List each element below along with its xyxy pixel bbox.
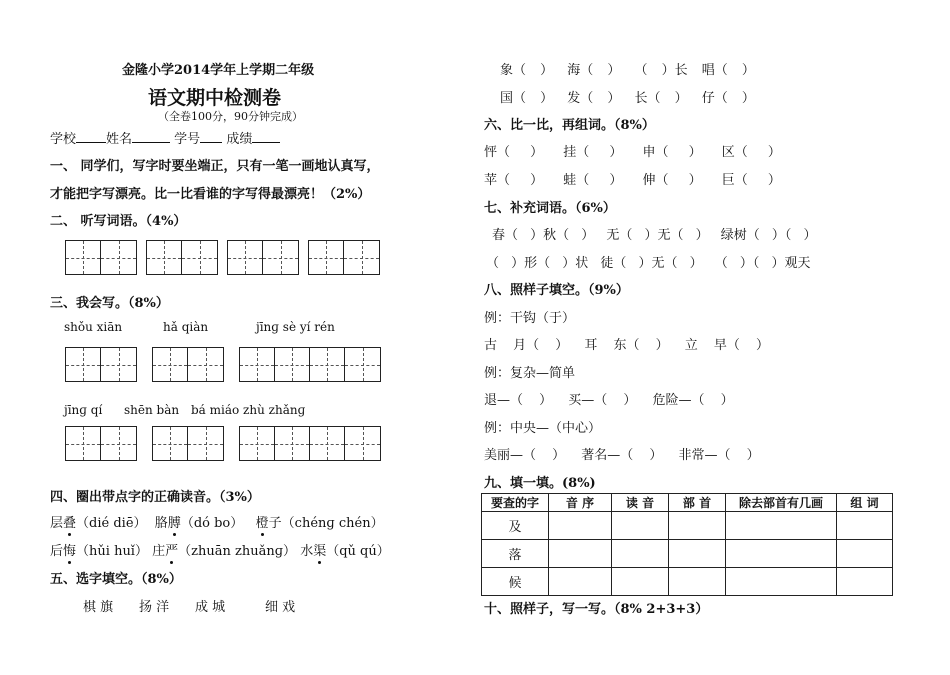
- q8-line-1[interactable]: 古 月（ ） 耳 东（ ） 立 早（ ）: [484, 338, 770, 353]
- table-cell[interactable]: [669, 540, 726, 568]
- writing-cell[interactable]: [101, 427, 136, 460]
- table-cell[interactable]: [549, 540, 612, 568]
- writing-cell[interactable]: [101, 241, 136, 274]
- q4-dotted-char: 叠: [63, 516, 77, 531]
- q3-pinyin-3: jīnɡ sè yí rén: [256, 320, 335, 334]
- writing-cell[interactable]: [101, 348, 136, 381]
- q3-pinyin-1: shǒu xiān: [64, 320, 123, 334]
- q8-example-3: 例：中央—（中心）: [484, 421, 602, 436]
- q4-line2: [50, 540, 390, 559]
- q9-header: 要查的字: [482, 494, 549, 512]
- q9-char: 候: [482, 568, 549, 596]
- q5-word-2: 扬 洋: [139, 600, 170, 615]
- writing-cell[interactable]: [310, 348, 345, 381]
- q2-title: 二、 听写词语。（4%）: [50, 214, 187, 229]
- writing-cell[interactable]: [153, 427, 188, 460]
- table-cell[interactable]: [837, 512, 893, 540]
- writing-cell[interactable]: [182, 241, 217, 274]
- writing-cell[interactable]: [240, 348, 275, 381]
- q3-pinyin-4: jīnɡ qí: [64, 403, 103, 417]
- writing-cell[interactable]: [188, 427, 223, 460]
- q8-example-2: 例：复杂—简单: [484, 366, 576, 381]
- q4-word-prefix: 水: [300, 544, 314, 559]
- q4-pinyin-options[interactable]: （zhuān zhuǎnɡ）: [178, 544, 297, 559]
- q8-line-3[interactable]: 美丽—（ ） 著名—（ ） 非常—（ ）: [484, 448, 760, 463]
- q9-header: 部 首: [669, 494, 726, 512]
- name-blank[interactable]: [132, 130, 170, 143]
- q5-word-3: 成 城: [195, 600, 226, 615]
- writing-cell[interactable]: [228, 241, 263, 274]
- q4-title: 四、圈出带点字的正确读音。（3%）: [50, 490, 260, 505]
- q3-writing-grid-1: [65, 347, 390, 382]
- table-cell[interactable]: [837, 568, 893, 596]
- writing-cell[interactable]: [240, 427, 275, 460]
- q3-pinyin-5: shēn bàn: [124, 403, 180, 417]
- school-blank[interactable]: [76, 130, 106, 143]
- q4-pinyin-options[interactable]: （qǔ qú）: [326, 544, 390, 559]
- q4-dotted-char: 膊: [167, 516, 181, 531]
- table-row: [482, 568, 893, 596]
- q9-char: 及: [482, 512, 549, 540]
- writing-cell[interactable]: [263, 241, 298, 274]
- writing-cell[interactable]: [345, 348, 380, 381]
- field-school: 学校: [50, 132, 77, 147]
- q10-title: 十、照样子，写一写。（8% 2+3+3）: [484, 602, 709, 617]
- writing-cell[interactable]: [66, 348, 101, 381]
- q5-line1[interactable]: 象（ ） 海（ ） （ ）长 唱（ ）: [500, 63, 755, 78]
- q3-writing-grid-2: [65, 426, 390, 461]
- writing-cell[interactable]: [188, 348, 223, 381]
- writing-cell[interactable]: [310, 427, 345, 460]
- table-cell[interactable]: [726, 568, 837, 596]
- q5-word-1: 棋 旗: [83, 600, 114, 615]
- q4-line1: [50, 512, 384, 531]
- q4-pinyin-options[interactable]: （hǔi huǐ）: [76, 544, 148, 559]
- q1-line1: 一、 同学们，写字时要坐端正，只有一笔一画地认真写，: [50, 159, 380, 174]
- school-title: 金隆小学2014学年上学期二年级: [122, 63, 315, 78]
- writing-cell[interactable]: [275, 427, 310, 460]
- q5-title: 五、选字填空。（8%）: [50, 572, 182, 587]
- table-cell[interactable]: [837, 540, 893, 568]
- q6-line2[interactable]: 苹（ ） 蛙（ ） 伸（ ） 巨（ ）: [484, 173, 781, 188]
- q7-line1[interactable]: 春（ ）秋（ ） 无（ ）无（ ） 绿树（ ）（ ）: [492, 228, 817, 243]
- exam-title: 语文期中检测卷: [148, 87, 282, 109]
- q4-dotted-char: 橙: [255, 516, 269, 531]
- table-cell[interactable]: [612, 568, 669, 596]
- field-score: 成绩: [226, 132, 253, 147]
- table-row: [482, 512, 893, 540]
- table-cell[interactable]: [726, 540, 837, 568]
- q9-header: 读 音: [612, 494, 669, 512]
- q8-title: 八、照样子填空。（9%）: [484, 283, 629, 298]
- score-blank[interactable]: [252, 130, 280, 143]
- writing-cell[interactable]: [309, 241, 344, 274]
- q9-table: [481, 493, 893, 596]
- q4-word-prefix: 后: [50, 544, 64, 559]
- q5-word-4: 细 戏: [265, 600, 296, 615]
- q7-line2[interactable]: （ ）形（ ）状 徒（ ）无（ ） （ ）（ ）观天: [486, 256, 811, 271]
- table-cell[interactable]: [612, 540, 669, 568]
- q9-header: 组 词: [837, 494, 893, 512]
- table-cell[interactable]: [549, 512, 612, 540]
- q4-pinyin-options[interactable]: （dié diē）: [76, 516, 147, 531]
- writing-cell[interactable]: [344, 241, 379, 274]
- table-cell[interactable]: [726, 512, 837, 540]
- exam-subtitle: （全卷100分，90分钟完成）: [158, 110, 303, 123]
- field-name: 姓名: [106, 132, 133, 147]
- q9-title: 九、填一填。(8%): [484, 476, 596, 491]
- table-cell[interactable]: [669, 512, 726, 540]
- q1-line2: 才能把字写漂亮。比一比看谁的字写得最漂亮！（2%）: [50, 187, 371, 202]
- q4-pinyin-options[interactable]: 子（chénɡ chén）: [268, 516, 384, 531]
- q6-title: 六、比一比，再组词。（8%）: [484, 118, 655, 133]
- student-info-line: [50, 128, 280, 147]
- writing-cell[interactable]: [275, 348, 310, 381]
- q9-header: 音 序: [549, 494, 612, 512]
- q6-line1[interactable]: 怦（ ） 挂（ ） 申（ ） 区（ ）: [484, 145, 781, 160]
- q4-dotted-char: 渠: [313, 544, 327, 559]
- q4-pinyin-options[interactable]: （dó bo）: [180, 516, 244, 531]
- q7-title: 七、补充词语。（6%）: [484, 201, 616, 216]
- field-number: 学号: [174, 132, 201, 147]
- number-blank[interactable]: [200, 130, 222, 143]
- q2-writing-grid: [65, 240, 389, 275]
- q3-title: 三、我会写。（8%）: [50, 296, 169, 311]
- q3-pinyin-6: bá miáo zhù zhǎnɡ: [191, 403, 306, 417]
- q4-word-prefix: 庄: [152, 544, 166, 559]
- table-cell[interactable]: [669, 568, 726, 596]
- table-cell[interactable]: [549, 568, 612, 596]
- table-cell[interactable]: [612, 512, 669, 540]
- writing-cell[interactable]: [345, 427, 380, 460]
- q4-dotted-char: 严: [165, 544, 179, 559]
- q9-header-row: [482, 494, 893, 512]
- q3-pinyin-2: hǎ qiàn: [163, 320, 209, 334]
- writing-cell[interactable]: [66, 241, 101, 274]
- q8-line-2[interactable]: 退—（ ） 买—（ ） 危险—（ ）: [484, 393, 734, 408]
- q4-word-prefix: 胳: [154, 516, 168, 531]
- q8-example-1: 例：干钩（于）: [484, 311, 576, 326]
- writing-cell[interactable]: [66, 427, 101, 460]
- writing-cell[interactable]: [153, 348, 188, 381]
- q9-char: 落: [482, 540, 549, 568]
- table-row: [482, 540, 893, 568]
- q4-word-prefix: 层: [50, 516, 64, 531]
- q4-dotted-char: 悔: [63, 544, 77, 559]
- writing-cell[interactable]: [147, 241, 182, 274]
- q5-line2[interactable]: 国（ ） 发（ ） 长（ ） 仔（ ）: [500, 91, 755, 106]
- q9-header: 除去部首有几画: [726, 494, 837, 512]
